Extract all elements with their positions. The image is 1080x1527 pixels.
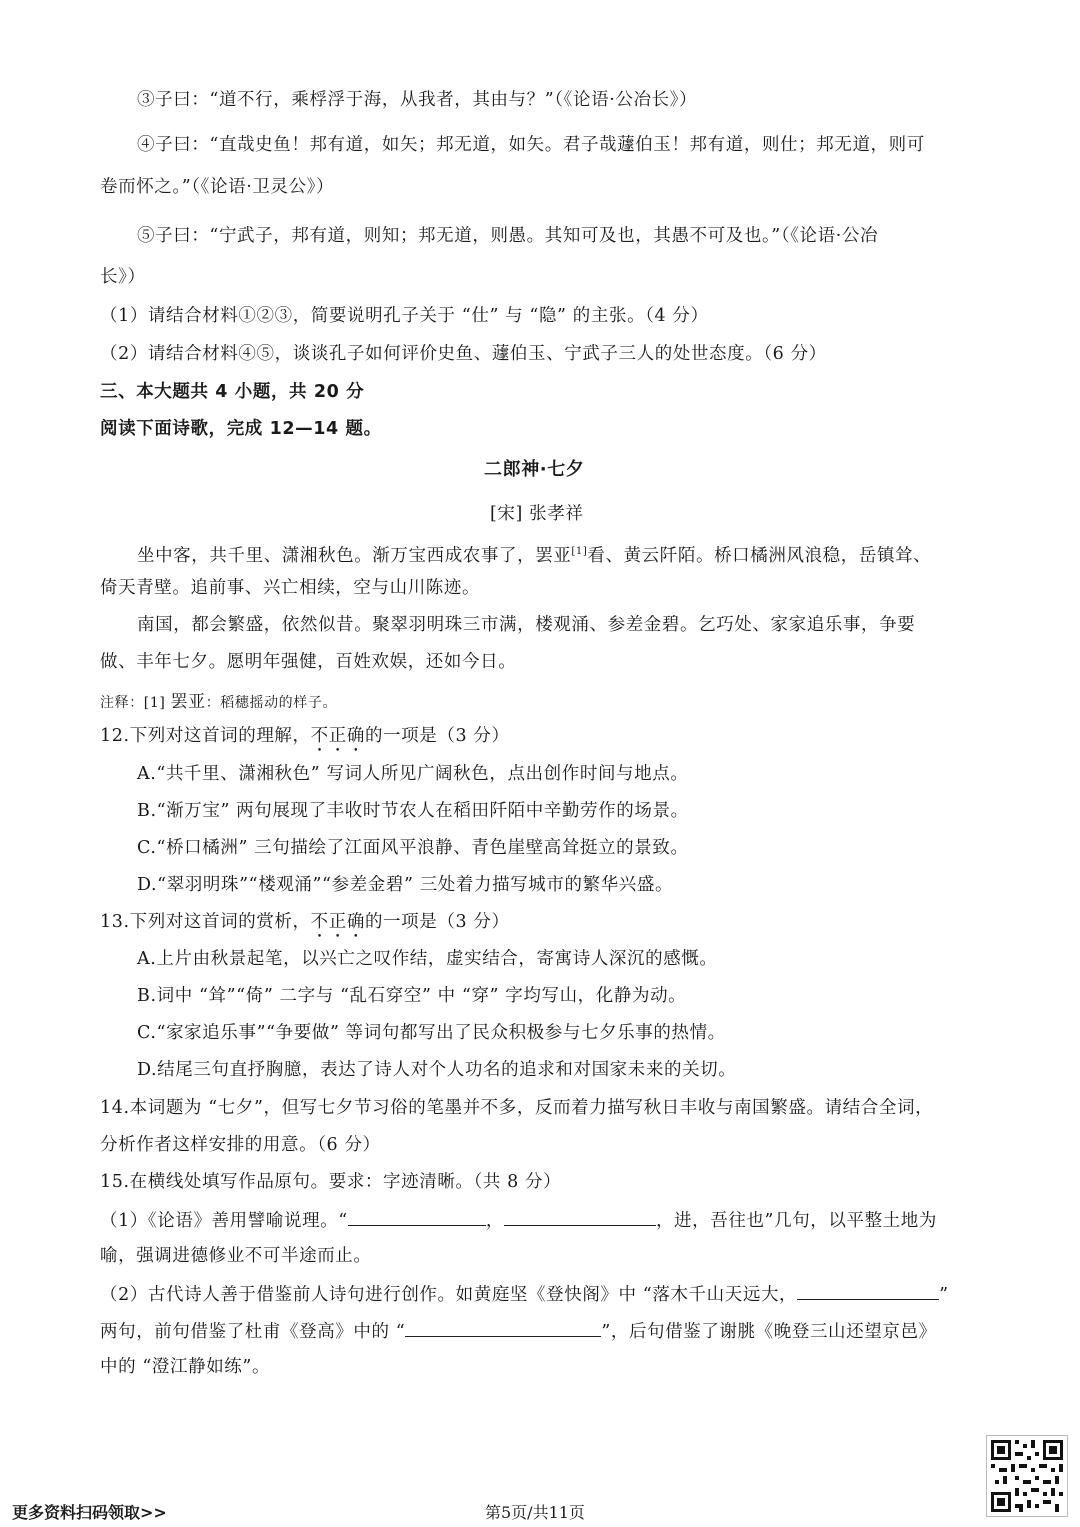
poem-author: [宋] 张孝祥 (490, 504, 584, 524)
q12-emphasis: 不正确 (310, 726, 365, 746)
q13-stem-b: 的一项是（3 分） (364, 912, 510, 932)
note-term: 罢亚 (170, 692, 206, 712)
q15-s1c: ，进，吾往也”几句，以平整土地为 (655, 1211, 937, 1231)
q15-s1b: ， (485, 1211, 504, 1231)
material-4-line2: 卷而怀之。”（《论语·卫灵公》） (100, 177, 335, 197)
fill-blank-4[interactable] (405, 1318, 601, 1337)
q15-stem: 15.在横线处填写作品原句。要求：字迹清晰。（共 8 分） (100, 1172, 562, 1192)
qr-code[interactable] (986, 1435, 1068, 1517)
footnote-marker: [1] (571, 546, 588, 557)
q15-sub2-line2 (100, 1318, 937, 1344)
section-instruction: 阅读下面诗歌，完成 12—14 题。 (100, 419, 382, 439)
q12-stem-b: 的一项是（3 分） (364, 726, 510, 746)
q15-sub1-line1 (100, 1207, 937, 1233)
section-heading: 三、本大题共 4 小题，共 20 分 (100, 382, 365, 402)
fill-blank-3[interactable] (797, 1281, 939, 1300)
q12-stem-a: 12.下列对这首词的理解， (100, 726, 311, 746)
poem-line-4: 做、丰年七夕。愿明年强健，百姓欢娱，还如今日。 (100, 652, 517, 672)
q12-option-b: B.“渐万宝” 两句展现了丰收时节农人在稻田阡陌中辛勤劳作的场景。 (137, 801, 689, 821)
poem-title: 二郎神·七夕 (484, 459, 585, 480)
poem-note (100, 690, 337, 715)
q11-sub2: （2）请结合材料④⑤，谈谈孔子如何评价史鱼、蘧伯玉、宁武子三人的处世态度。（6 分） (100, 344, 827, 364)
q15-s2a: （2）古代诗人善于借鉴前人诗句进行创作。如黄庭坚《登快阁》中 “落木千山天远大， (100, 1285, 798, 1305)
q14-line2: 分析作者这样安排的用意。（6 分） (100, 1135, 381, 1155)
q13-stem-a: 13.下列对这首词的赏析， (100, 912, 311, 932)
q15-s2b: ” (939, 1285, 949, 1305)
page-number: 第5页/共11页 (485, 1503, 585, 1522)
q15-s2c: 两句，前句借鉴了杜甫《登高》中的 “ (100, 1322, 406, 1342)
q13-option-d: D.结尾三句直抒胸臆，表达了诗人对个人功名的追求和对国家未来的关切。 (137, 1060, 737, 1080)
poem-line-1a: 坐中客，共千里、潇湘秋色。渐万宝西成农事了，罢亚 (137, 545, 572, 566)
poem-line-3: 南国，都会繁盛，依然似昔。聚翠羽明珠三市满，楼观涌、参差金碧。乞巧处、家家追乐事，争要 (137, 615, 916, 635)
q13-stem (100, 910, 510, 942)
poem-line-1 (137, 540, 931, 568)
q12-stem (100, 724, 510, 756)
q15-s2d: ”，后句借鉴了谢朓《晚登三山还望京邑》 (601, 1322, 937, 1342)
q13-option-b: B.词中 “耸”“倚” 二字与 “乱石穿空” 中 “穿” 字均写山，化静为动。 (137, 986, 687, 1006)
q12-option-c: C.“桥口橘洲” 三句描绘了江面风平浪静、青色崖壁高耸挺立的景致。 (137, 838, 689, 858)
footer-promo-link[interactable]: 更多资料扫码领取>> (12, 1503, 167, 1522)
fill-blank-1[interactable] (348, 1207, 486, 1226)
q13-emphasis: 不正确 (310, 912, 365, 932)
q13-option-c: C.“家家追乐事”“争要做” 等词句都写出了民众积极参与七夕乐事的热情。 (137, 1023, 726, 1043)
q12-option-d: D.“翠羽明珠”“楼观涌”“参差金碧” 三处着力描写城市的繁华兴盛。 (137, 875, 674, 895)
q15-sub2-line3: 中的 “澄江静如练”。 (100, 1357, 271, 1377)
q13-option-a: A.上片由秋景起笔，以兴亡之叹作结，虚实结合，寄寓诗人深沉的感慨。 (137, 949, 718, 969)
material-3: ③子曰：“道不行，乘桴浮于海，从我者，其由与？”（《论语·公冶长》） (137, 90, 698, 110)
qr-code-icon (987, 1436, 1067, 1516)
q11-sub1: （1）请结合材料①②③，简要说明孔子关于 “仕” 与 “隐” 的主张。（4 分） (100, 306, 709, 326)
q15-s1a: （1）《论语》善用譬喻说理。“ (100, 1211, 348, 1231)
material-5-line2: 长》） (100, 267, 146, 287)
note-text: ：稻穗摇动的样子。 (205, 695, 338, 711)
poem-line-2: 倚天青壁。追前事、兴亡相续，空与山川陈迹。 (100, 578, 481, 598)
q15-sub2-line1 (100, 1281, 949, 1307)
q15-sub1-line2: 喻，强调进德修业不可半途而止。 (100, 1246, 372, 1266)
material-5-line1: ⑤子曰：“宁武子，邦有道，则知；邦无道，则愚。其知可及也，其愚不可及也。”（《论语·公冶 (137, 226, 879, 246)
poem-line-1b: 看、黄云阡陌。桥口橘洲风浪稳，岳镇耸、 (587, 545, 932, 566)
q14-line1: 14.本词题为 “七夕”，但写七夕节习俗的笔墨并不多，反而着力描写秋日丰收与南国繁盛。请结合全词， (100, 1098, 934, 1118)
note-label: 注释：[1] (100, 695, 171, 711)
fill-blank-2[interactable] (504, 1207, 656, 1226)
q12-option-a: A.“共千里、潇湘秋色” 写词人所见广阔秋色，点出创作时间与地点。 (137, 764, 689, 784)
material-4-line1: ④子曰：“直哉史鱼！邦有道，如矢；邦无道，如矢。君子哉蘧伯玉！邦有道，则仕；邦无道，则可 (137, 135, 925, 155)
